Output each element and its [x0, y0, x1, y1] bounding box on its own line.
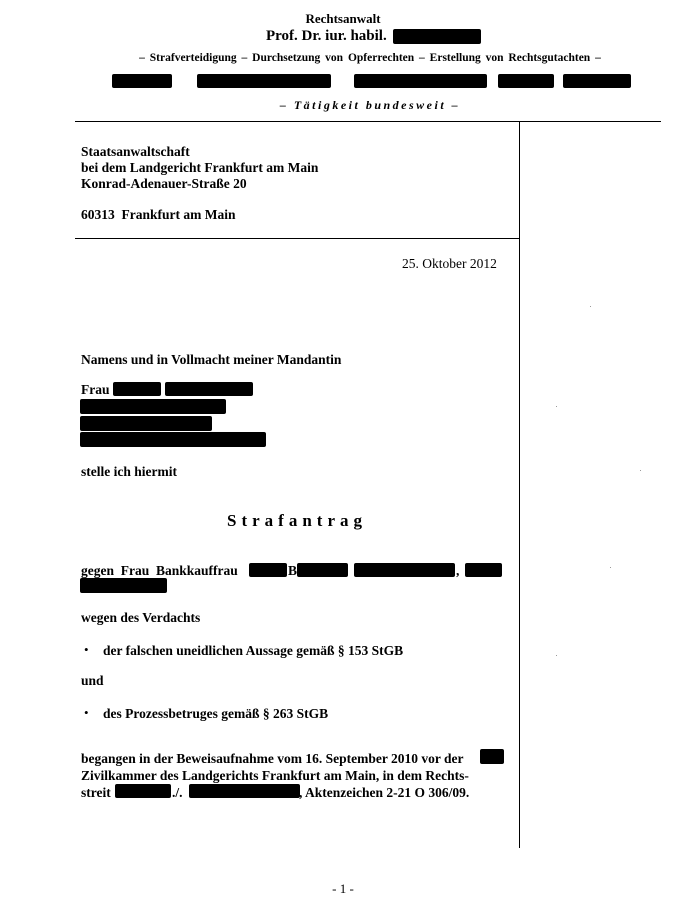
redacted-chamber-number [480, 749, 504, 764]
bullet-icon: • [84, 642, 89, 657]
letterhead-divider [75, 121, 661, 122]
margin-speck [590, 306, 591, 307]
statement-text: stelle ich hiermit [81, 464, 177, 479]
intro-text: Namens und in Vollmacht meiner Mandantin [81, 352, 342, 367]
redacted-accused-address-1 [354, 563, 455, 577]
bullet-item-1: der falschen uneidlichen Aussage gemäß § 153 StGB [103, 643, 404, 658]
margin-speck [640, 470, 641, 471]
recipient-city: 60313 Frankfurt am Main [81, 207, 236, 222]
closing-line3-suffix: , Aktenzeichen 2-21 O 306/09. [299, 785, 470, 800]
redacted-accused-firstname [249, 563, 287, 577]
letterhead-name: Prof. Dr. iur. habil. [266, 28, 387, 44]
redacted-client-lastname [165, 382, 253, 396]
document-heading: Strafantrag [227, 511, 367, 530]
closing-line3-prefix: streit [81, 785, 111, 800]
against-text: gegen Frau Bankkauffrau [81, 563, 238, 578]
bullet-item-2: des Prozessbetruges gemäß § 263 StGB [103, 706, 329, 721]
margin-line [519, 121, 520, 848]
closing-line3-separator: ./. [172, 785, 183, 800]
bullet-icon: • [84, 705, 89, 720]
margin-speck [556, 655, 557, 656]
margin-speck [610, 567, 611, 568]
redacted-client-address-2 [80, 416, 212, 431]
closing-line1: begangen in der Beweisaufnahme vom 16. September 2010 vor der [81, 751, 464, 766]
client-salutation: Frau [81, 382, 110, 397]
against-comma: , [456, 563, 460, 578]
closing-line2: Zivilkammer des Landgerichts Frankfurt am Main, in dem Rechts- [81, 768, 469, 783]
redacted-contact-3 [354, 74, 487, 88]
redacted-contact-4 [498, 74, 554, 88]
redacted-client-address-3 [80, 432, 266, 447]
page-number: - 1 - [332, 881, 354, 896]
redacted-accused-address-2 [465, 563, 502, 577]
recipient-line3: Konrad-Adenauer-Straße 20 [81, 176, 247, 191]
redacted-contact-2 [197, 74, 331, 88]
redacted-client-firstname [113, 382, 161, 396]
address-divider [75, 238, 519, 239]
redacted-accused-lastname [297, 563, 348, 577]
redacted-lawyer-name [393, 29, 481, 44]
redacted-plaintiff [115, 784, 171, 798]
margin-speck [556, 406, 557, 407]
letterhead-activity: – Tätigkeit bundesweit – [279, 98, 461, 112]
suspicion-text: wegen des Verdachts [81, 610, 201, 625]
redacted-client-address-1 [80, 399, 226, 414]
letter-date: 25. Oktober 2012 [402, 256, 497, 271]
redacted-defendant [189, 784, 300, 798]
letterhead-profession: Rechtsanwalt [305, 11, 381, 26]
accused-initial: B [288, 563, 298, 578]
letterhead-services: – Strafverteidigung – Durchsetzung von Opferrechten – Erstellung von Rechtsgutachten – [139, 52, 601, 64]
conjunction-text: und [81, 673, 104, 688]
recipient-line2: bei dem Landgericht Frankfurt am Main [81, 160, 319, 175]
recipient-line1: Staatsanwaltschaft [81, 144, 190, 159]
redacted-accused-city [80, 578, 167, 593]
redacted-contact-1 [112, 74, 172, 88]
redacted-contact-5 [563, 74, 631, 88]
